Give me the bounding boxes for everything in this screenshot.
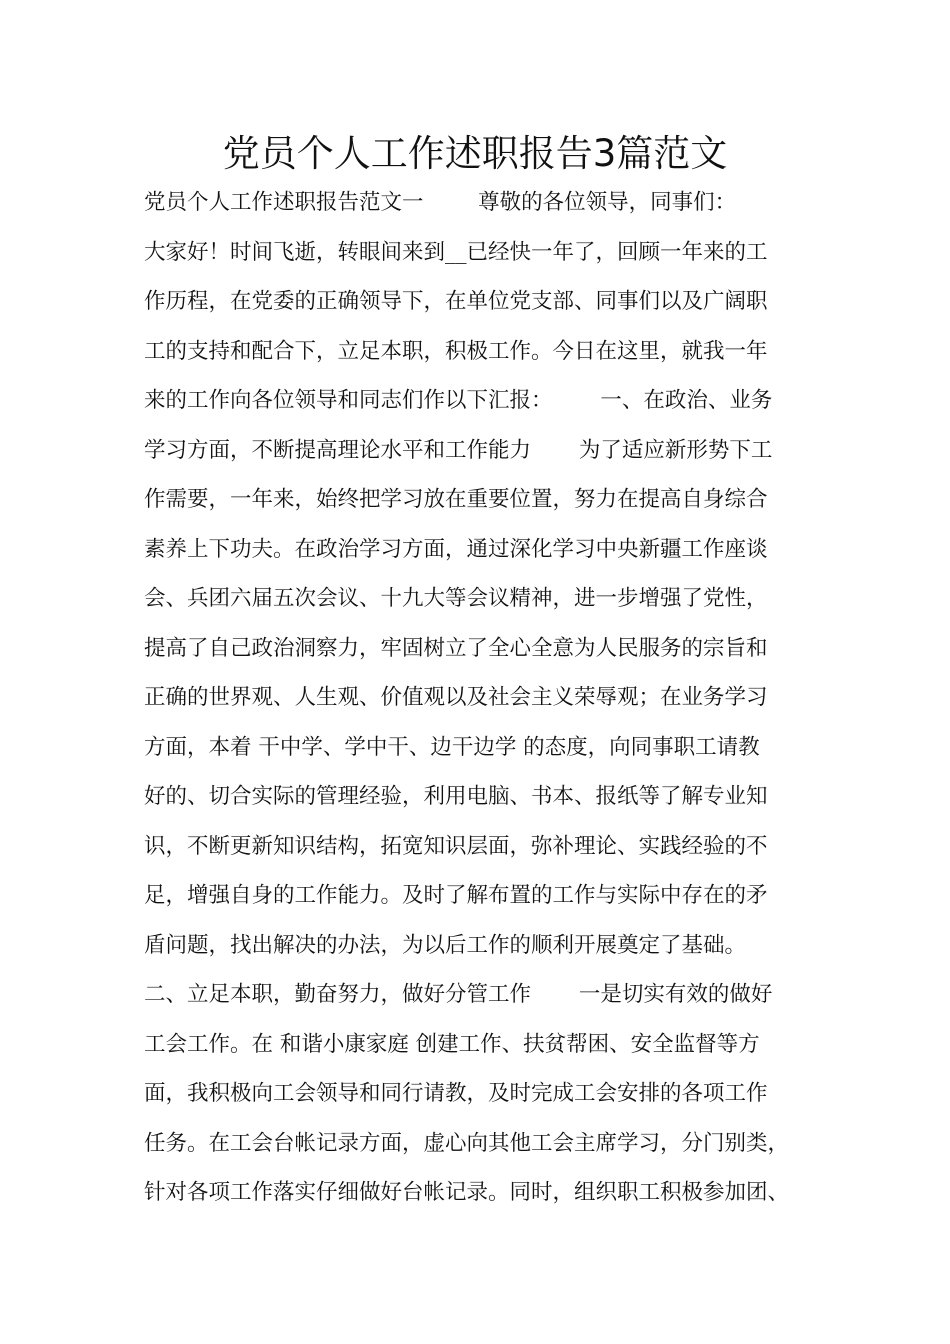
text-line: 正确的世界观、人生观、价值观以及社会主义荣辱观；在业务学习 [144,685,768,710]
text-line: 党员个人工作述职报告范文一 尊敬的各位领导，同事们： [144,190,737,215]
text-line: 学习方面，不断提高理论水平和工作能力 为了适应新形势下工 [144,437,773,463]
document-body [144,178,824,1218]
text-line: 任务。在工会台帐记录方面，虚心向其他工会主席学习，分门别类， [144,1130,790,1156]
text-line: 方面，本着 干中学、学中干、边干边学 的态度，向同事职工请教 [144,734,760,760]
text-line: 针对各项工作落实仔细做好台帐记录。同时，组织职工积极参加团、 [144,1180,790,1205]
text-line: 足，增强自身的工作能力。及时了解布置的工作与实际中存在的矛 [144,883,768,908]
text-line: 工的支持和配合下，立足本职，积极工作。今日在这里，就我一年 [144,338,768,364]
text-line: 大家好！时间飞逝，转眼间来到__已经快一年了，回顾一年来的工 [144,239,768,265]
text-line: 素养上下功夫。在政治学习方面，通过深化学习中央新疆工作座谈 [144,536,768,562]
text-line: 盾问题，找出解决的办法，为以后工作的顺利开展奠定了基础。 [144,932,747,958]
text-line: 工会工作。在 和谐小康家庭 创建工作、扶贫帮困、安全监督等方 [144,1031,760,1057]
text-line: 来的工作向各位领导和同志们作以下汇报： 一、在政治、业务 [144,388,773,413]
text-line: 作历程，在党委的正确领导下，在单位党支部、同事们以及广阔职 [144,289,768,314]
text-line: 好的、切合实际的管理经验，利用电脑、书本、报纸等了解专业知 [144,784,768,809]
text-line: 提高了自己政治洞察力，牢固树立了全心全意为人民服务的宗旨和 [144,635,768,661]
document-title: 党员个人工作述职报告3篇范文 [222,132,728,175]
text-line: 作需要，一年来，始终把学习放在重要位置，努力在提高自身综合 [144,487,768,512]
text-line: 二、立足本职，勤奋努力，做好分管工作 一是切实有效的做好 [144,982,773,1007]
text-line: 面，我积极向工会领导和同行请教，及时完成工会安排的各项工作 [144,1081,768,1106]
text-line: 会、兵团六届五次会议、十九大等会议精神，进一步增强了党性， [144,586,768,611]
text-line: 识，不断更新知识结构，拓宽知识层面，弥补理论、实践经验的不 [144,833,768,859]
